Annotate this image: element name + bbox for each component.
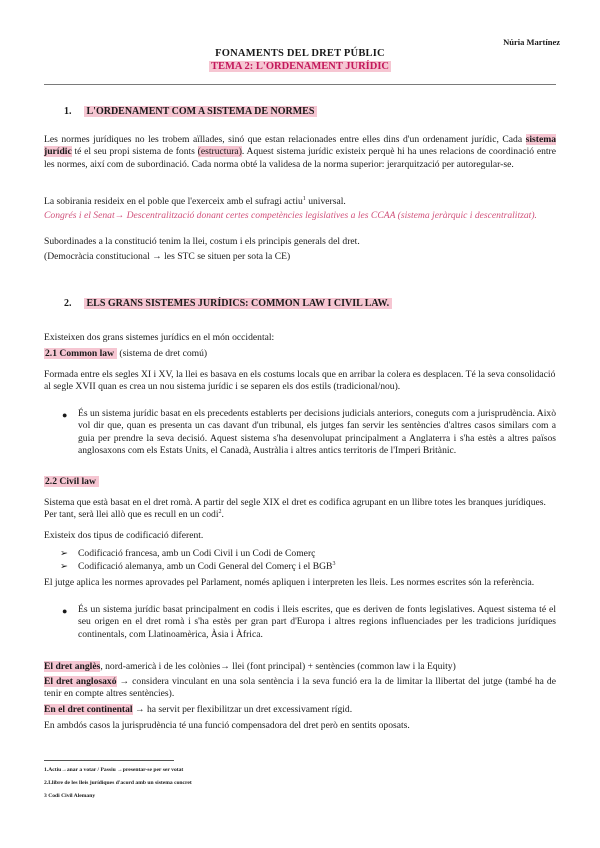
arrow-bullet-icon: ➢ (60, 548, 69, 559)
continental-law-line (44, 704, 556, 716)
footnote-ref-2: 2 (218, 509, 222, 516)
highlight-estructura: (estructura) (197, 146, 242, 158)
document-title: FONAMENTS DEL DRET PÚBLIC (215, 48, 385, 59)
text-run: . (221, 509, 224, 521)
common-law-paragraph: Formada entre els segles XI i XV, la llei es basava en els costums locals que en arribar la colera es desplacen. Té la seva consolidació al segle XVII quan es crea un nou sistema jurídic i se separen els dos estils (tradicional/nou). (44, 369, 556, 393)
common-law-bullet: És un sistema jurídic basat en els precedents establerts per decisions judicials anteriors, coneguts com a jurisprudència. Això vol dir que, quan es presenta un cas davant d'un tribunal, els jutges fan servir les sentències d'altres casos similars com a guia per prendre la seva decisió. Aquest sistema s'ha desenvolupat principalment a Anglaterra i s'ha estès a altres països anglosaxons com els Estats Units, el Canadà, Austràlia i altres antics territoris de l'Imperi Britànic. (78, 408, 556, 457)
codification-item-french (60, 548, 315, 560)
footnote-3: 3 Codi Civil Alemany (44, 793, 96, 799)
text-run: → ha servit per flexibilitzar un dret excessivament rígid. (132, 704, 353, 715)
footnote-ref-1: 1 (302, 195, 306, 202)
footnote-2: 2.Llibre de les lleis jurídiques d'acord amb un sistema concret (44, 780, 192, 786)
english-law-line (44, 661, 556, 673)
anglo-law-line (44, 676, 556, 701)
section-1-number: 1. (64, 106, 72, 117)
section-1-paragraph-5: (Democràcia constitucional → les STC se situen per sota la CE) (44, 251, 291, 262)
text-run: . Aquest sistema jurídic existeix perquè hi ha unes relacions de coordinació entre les normes, així com de subordinació. Cada norma obté la validesa de la norma superior: jerarquització per autoregular-se. (44, 146, 556, 170)
section-2-number: 2. (64, 298, 72, 309)
section-1-paragraph-2 (44, 196, 556, 208)
text-run: Codificació francesa, amb un Codi Civil i un Codi de Comerç (78, 548, 316, 559)
subtitle-highlight: TEMA 2: L'ORDENAMENT JURÍDIC (210, 61, 390, 72)
highlight-dret-anglosaxo: El dret anglosaxó (44, 676, 117, 687)
bullet-icon: ● (62, 410, 68, 420)
section-1-heading (64, 106, 317, 117)
section-1-paragraph-1 (44, 134, 556, 171)
text-run: , nord-americà i de les colònies→ llei (font principal) + sentències (common law i la Equity) (100, 661, 456, 672)
civil-law-heading (44, 476, 556, 488)
footnote-divider (44, 760, 174, 761)
final-paragraph: En ambdós casos la jurisprudència té una funció compensadora del dret però en sentits oposats. (44, 720, 410, 731)
civil-law-title: 2.2 Civil law (44, 476, 99, 487)
codification-intro: Existeix dos tipus de codificació diferent. (44, 530, 204, 541)
text-run: La sobirania resideix en el poble que l'exerceix amb el sufragi actiu (44, 196, 303, 207)
common-law-subtitle: (sistema de dret comú) (117, 348, 208, 359)
text-run: té el seu propi sistema de fonts (71, 146, 198, 158)
section-2-title: ELS GRANS SISTEMES JURÍDICS: COMMON LAW I CIVIL LAW. (84, 298, 393, 309)
text-run: Sistema que està basat en el dret romà. A partir del segle XIX el dret es codifica agrupant en un llibre totes les branques jurídiques. Per tant, serà llei allò que es recull en un codi (44, 497, 546, 521)
footnote-1: 1.Actiu→anar a votar / Passiu →presentar-se per ser votat (44, 767, 184, 773)
highlight-dret-continental: En el dret continental (44, 704, 133, 715)
document-subtitle (0, 61, 600, 72)
section-2-intro: Existeixen dos grans sistemes jurídics en el món occidental: (44, 332, 275, 343)
author-name: Núria Martínez (503, 37, 560, 47)
judge-paragraph: El jutge aplica les normes aprovades pel Parlament, només apliquen i interpreten les lleis. Les normes escrites són la referència. (44, 577, 535, 588)
footnote-ref-3: 3 (332, 560, 336, 567)
civil-law-bullet: És un sistema jurídic basat principalment en codis i lleis escrites, que es deriven de fonts legislatives. Aquest sistema té el seu origen en el dret romà i s'ha estès per gran part d'Europa i altres regions influenciades per les tradicions jurídiques continentals, com Llatinoamèrica, Àsia i Àfrica. (78, 604, 556, 640)
text-run: → considera vinculant en una sola sentència i la seva funció era la de limitar la llibertat del jutge (també ha de tenir en compte altres sentències). (44, 676, 556, 700)
arrow-bullet-icon: ➢ (60, 561, 69, 572)
text-run: Les normes jurídiques no les trobem aïllades, sinó que estan relacionades entre elles dins d'un ordenament jurídic, Cada (44, 134, 526, 145)
bullet-icon: ● (62, 606, 68, 616)
text-run: universal. (305, 196, 346, 207)
highlight-sistema-juridic: sistema jurídic (44, 134, 556, 158)
common-law-heading (44, 348, 556, 360)
section-2-heading (64, 298, 392, 309)
civil-law-paragraph (44, 497, 556, 522)
text-run: Codificació alemanya, amb un Codi General del Comerç i el BGB (78, 561, 333, 572)
section-1-paragraph-3: Congrés i el Senat→ Descentralització donant certes competències legislatives a les CCAA (sistema jeràrquic i descentralitzat). (44, 210, 537, 221)
common-law-title: 2.1 Common law (44, 348, 117, 359)
codification-item-german (60, 561, 335, 573)
highlight-dret-angles: El dret anglès (44, 661, 101, 672)
section-1-paragraph-4: Subordinades a la constitució tenim la llei, costum i els principis generals del dret. (44, 236, 360, 247)
header-divider (44, 84, 556, 85)
section-1-title: L'ORDENAMENT COM A SISTEMA DE NORMES (84, 106, 318, 117)
